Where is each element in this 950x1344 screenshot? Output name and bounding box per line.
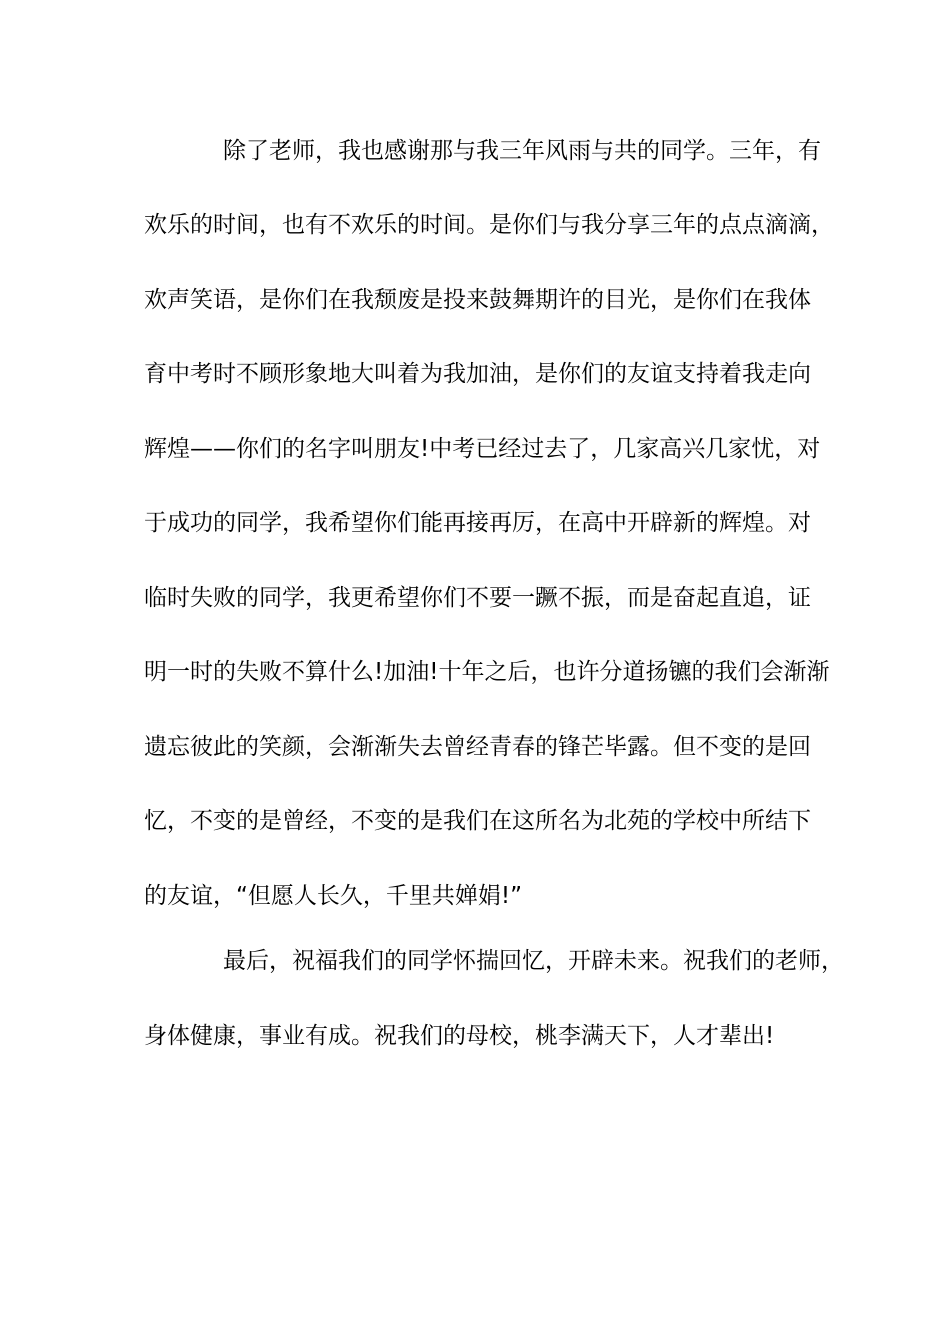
paragraph-1-line-8: 明一时的失败不算什么!加油!十年之后，也许分道扬镳的我们会渐渐 — [144, 659, 830, 685]
paragraph-2-line-2: 身体健康，事业有成。祝我们的母校，桃李满天下，人才辈出! — [144, 1023, 775, 1049]
paragraph-1-line-10: 忆，不变的是曾经，不变的是我们在这所名为北苑的学校中所结下 — [144, 808, 811, 834]
paragraph-1-line-1: 除了老师，我也感谢那与我三年风雨与共的同学。三年，有 — [223, 138, 821, 164]
paragraph-2-line-1: 最后，祝福我们的同学怀揣回忆，开辟未来。祝我们的老师， — [223, 948, 844, 974]
paragraph-1-line-3: 欢声笑语，是你们在我颓废是投来鼓舞期许的目光，是你们在我体 — [144, 287, 811, 313]
paragraph-1-line-5: 辉煌——你们的名字叫朋友!中考已经过去了，几家高兴几家忧，对 — [144, 436, 821, 462]
paragraph-1-line-6: 于成功的同学，我希望你们能再接再厉，在高中开辟新的辉煌。对 — [144, 510, 811, 536]
paragraph-1-line-2: 欢乐的时间，也有不欢乐的时间。是你们与我分享三年的点点滴滴， — [144, 212, 834, 238]
paragraph-1-line-4: 育中考时不顾形象地大叫着为我加油，是你们的友谊支持着我走向 — [144, 361, 811, 387]
paragraph-1-line-9: 遗忘彼此的笑颜，会渐渐失去曾经青春的锋芒毕露。但不变的是回 — [144, 734, 811, 760]
paragraph-1-line-11: 的友谊，“但愿人长久，千里共婵娟!” — [144, 883, 523, 909]
paragraph-1-line-7: 临时失败的同学，我更希望你们不要一蹶不振，而是奋起直追，证 — [144, 585, 811, 611]
